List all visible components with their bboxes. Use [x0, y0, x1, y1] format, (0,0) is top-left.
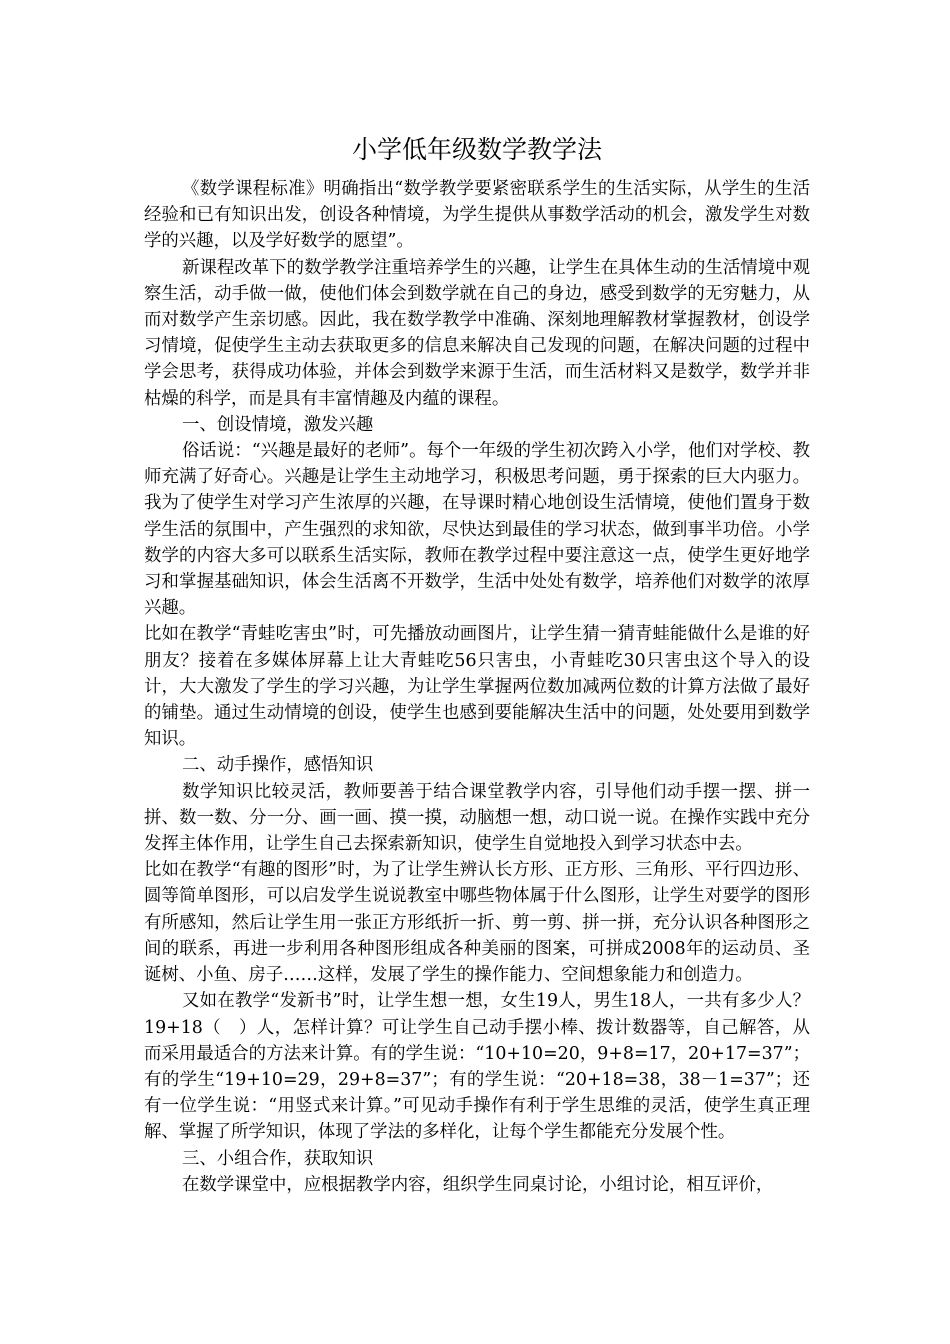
paragraph: 数学知识比较灵活，教师要善于结合课堂教学内容，引导他们动手摆一摆、拼一拼、数一数、分一分、画一画、摸一摸，动脑想一想，动口说一说。在操作实践中充分发挥主体作用，让学生自己去探索新知识，使学生自觉地投入到学习状态中去。 [144, 781, 810, 855]
paragraph: 一、创设情境，激发兴趣 [182, 414, 374, 435]
document-title: 小学低年级数学教学法 [351, 135, 602, 164]
paragraph: 比如在教学“青蛙吃害虫”时，可先播放动画图片，让学生猜一猜青蛙能做什么是谁的好朋友？接着在多媒体屏幕上让大青蛙吃56只害虫，小青蛙吃30只害虫这个导入的设计，大大激发了学生的学习兴趣，为让学生掌握两位数加减两位数的计算方法做了最好的铺垫。通过生动情境的创设，使学生也感到要能解决生活中的问题，处处要用到数学知识。 [144, 624, 810, 750]
paragraph: 在数学课堂中，应根据教学内容，组织学生同桌讨论，小组讨论，相互评价， [182, 1174, 774, 1195]
paragraph: 二、动手操作，感悟知识 [182, 755, 374, 776]
paragraph: 新课程改革下的数学教学注重培养学生的兴趣，让学生在具体生动的生活情境中观察生活，动手做一做，使他们体会到数学就在自己的身边，感受到数学的无穷魅力，从而对数学产生亲切感。因此，我在数学教学中准确、深刻地理解教材掌握教材，创设学习情境，促使学生主动去获取更多的信息来解决自己发现的问题，在解决问题的过程中学会思考，获得成功体验，并体会到数学来源于生活，而生活材料又是数学，数学并非枯燥的科学，而是具有丰富情趣及内蕴的课程。 [144, 257, 810, 409]
paragraph: 比如在教学“有趣的图形”时，为了让学生辨认长方形、正方形、三角形、平行四边形、圆等简单图形，可以启发学生说说教室中哪些物体属于什么图形，让学生对要学的图形有所感知，然后让学生用一张正方形纸折一折、剪一剪、拼一拼，充分认识各种图形之间的联系，再进一步利用各种图形组成各种美丽的图案，可拼成2008年的运动员、圣诞树、小鱼、房子……这样，发展了学生的操作能力、空间想象能力和创造力。 [144, 860, 810, 986]
paragraph: 俗话说：“兴趣是最好的老师”。每个一年级的学生初次跨入小学，他们对学校、教师充满了好奇心。兴趣是让学生主动地学习，积极思考问题，勇于探索的巨大内驱力。我为了使学生对学习产生浓厚的兴趣，在导课时精心地创设生活情境，使他们置身于数学生活的氛围中，产生强烈的求知欲，尽快达到最佳的学习状态，做到事半功倍。小学数学的内容大多可以联系生活实际，教师在教学过程中要注意这一点，使学生更好地学习和掌握基础知识，体会生活离不开数学，生活中处处有数学，培养他们对数学的浓厚兴趣。 [144, 441, 810, 619]
paragraph: 三、小组合作，获取知识 [182, 1148, 374, 1169]
paragraph: 又如在教学“发新书”时，让学生想一想，女生19人，男生18人，一共有多少人？19+18（ ）人，怎样计算？可让学生自己动手摆小棒、拨计数器等，自己解答，从而采用最适合的方法来计算。有的学生说：“10+10=20，9+8=17，20+17=37”；有的学生“19+10=29，29+8=37”；有的学生说：“20+18=38，38－1=37”；还有一位学生说：“用竖式来计算。”可见动手操作有利于学生思维的灵活，使学生真正理解、掌握了所学知识，体现了学法的多样化，让每个学生都能充分发展个性。 [144, 991, 810, 1143]
paragraph: 《数学课程标准》明确指出“数学教学要紧密联系学生的生活实际，从学生的生活经验和已有知识出发，创设各种情境，为学生提供从事数学活动的机会，激发学生对数学的兴趣，以及学好数学的愿望”。 [144, 179, 810, 252]
document-body [144, 176, 810, 1198]
